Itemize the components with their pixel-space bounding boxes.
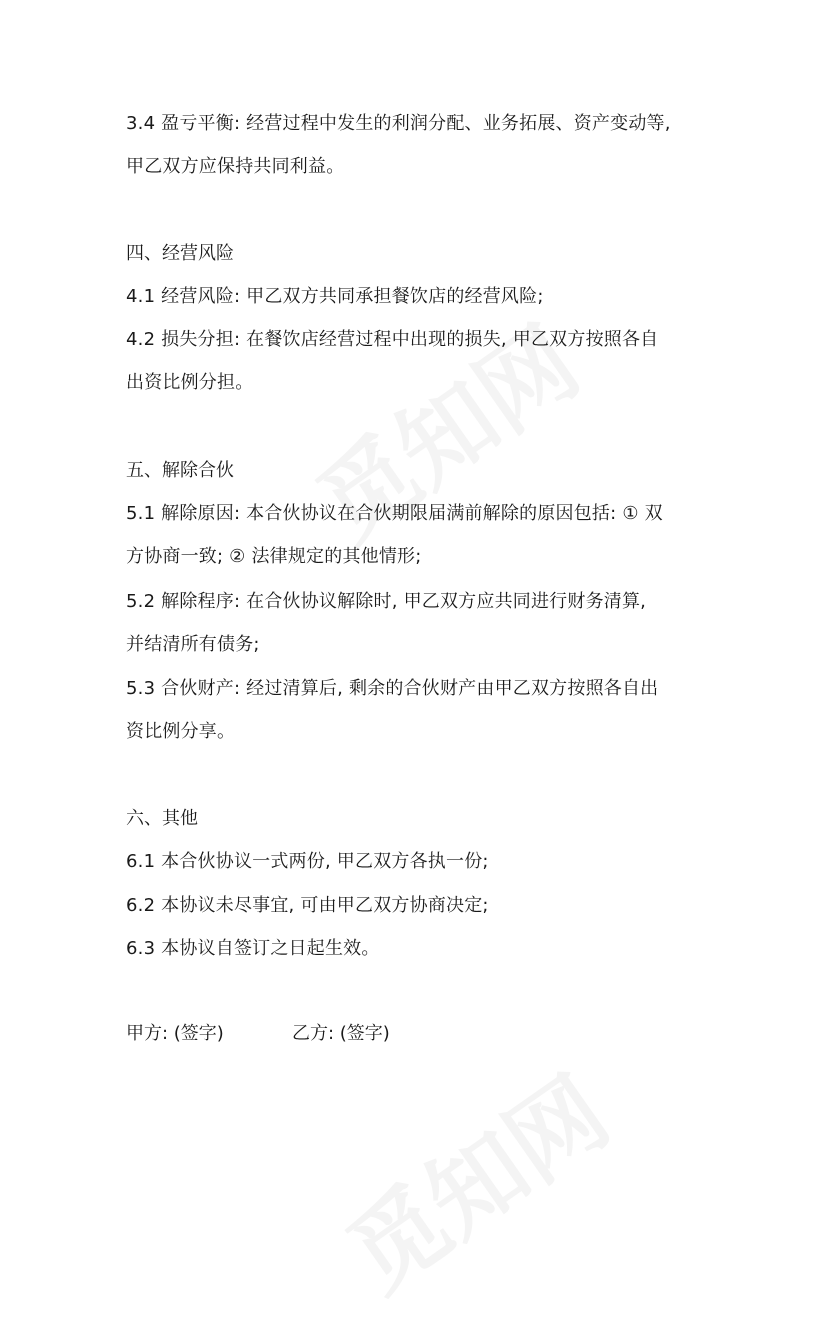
party-a-signature-label: 甲方: (签字): [126, 1023, 224, 1044]
section-heading-4: 四、经营风险: [126, 243, 234, 264]
clause-4-1: 4.1 经营风险: 甲乙双方共同承担餐饮店的经营风险;: [126, 286, 544, 307]
party-b-signature-label: 乙方: (签字): [292, 1023, 390, 1044]
clause-5-3-line-2: 资比例分享。: [126, 721, 236, 742]
clause-5-2-line-1: 5.2 解除程序: 在合伙协议解除时, 甲乙双方应共同进行财务清算,: [126, 591, 647, 612]
clause-4-2-line-2: 出资比例分担。: [126, 372, 254, 393]
clause-3-4-line-2: 甲乙双方应保持共同利益。: [126, 156, 345, 177]
clause-4-2-line-1: 4.2 损失分担: 在餐饮店经营过程中出现的损失, 甲乙双方按照各自: [126, 329, 659, 350]
clause-5-3-line-1: 5.3 合伙财产: 经过清算后, 剩余的合伙财产由甲乙双方按照各自出: [126, 678, 659, 699]
clause-5-1-line-1: 5.1 解除原因: 本合伙协议在合伙期限届满前解除的原因包括: ① 双: [126, 503, 663, 524]
watermark-text: [317, 1040, 631, 1317]
clause-5-1-line-2: 方协商一致; ② 法律规定的其他情形;: [126, 546, 422, 567]
clause-3-4-line-1: 3.4 盈亏平衡: 经营过程中发生的利润分配、业务拓展、资产变动等,: [126, 113, 671, 134]
section-heading-5: 五、解除合伙: [126, 460, 234, 481]
clause-6-1: 6.1 本合伙协议一式两份, 甲乙双方各执一份;: [126, 851, 489, 872]
clause-6-2: 6.2 本协议未尽事宜, 可由甲乙双方协商决定;: [126, 895, 489, 916]
section-heading-6: 六、其他: [126, 808, 198, 829]
clause-5-2-line-2: 并结清所有债务;: [126, 634, 260, 655]
clause-6-3: 6.3 本协议自签订之日起生效。: [126, 938, 380, 959]
